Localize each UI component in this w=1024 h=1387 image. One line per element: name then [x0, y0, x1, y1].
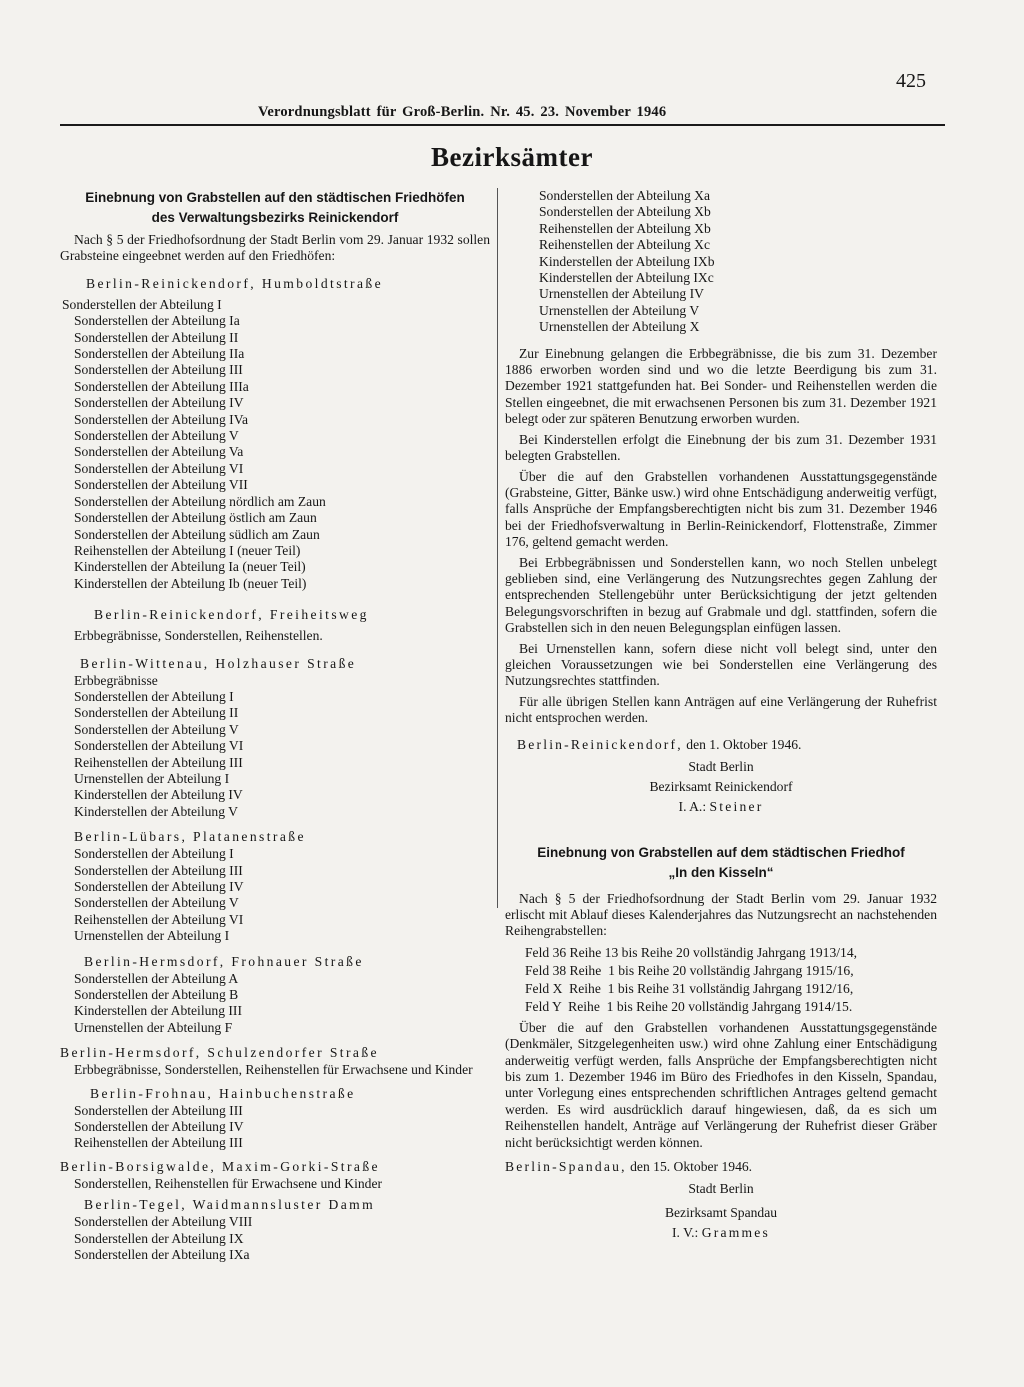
page-number: 425 — [896, 70, 926, 92]
place: Berlin-Spandau, — [505, 1159, 627, 1175]
list-item: Sonderstellen der Abteilung V — [74, 428, 239, 444]
list-item: Sonderstellen der Abteilung VI — [74, 460, 244, 476]
list-item: Sonderstellen der Abteilung III — [74, 1102, 243, 1118]
list-item: Sonderstellen der Abteilung IVa — [74, 411, 249, 427]
signature-city: Stadt Berlin — [688, 758, 754, 774]
signature-line — [505, 797, 937, 817]
notice1-paragraph: Über die auf den Grabstellen vorhandenen Ausstattungsgegenstände (Grabsteine, Gitter, Bänke usw.) wird ohne Entschädigung anderweitig verfügt, falls Ansprüche der Empfangsberechtigten nicht bis zum 31. Dezember 1946 bei der Friedhofsverwaltung in Berlin-Reinickendorf, Flottenstraße, Zimmer 176, geltend gemacht werden. — [505, 468, 937, 550]
signature-office: Bezirksamt Spandau — [664, 1205, 778, 1221]
cemetery-name: Berlin-Lübars, Platanenstraße — [74, 829, 306, 845]
cemetery-name: Berlin-Hermsdorf, Schulzendorfer Straße — [60, 1045, 379, 1061]
field-entry: Feld Y Reihe 1 bis Reihe 20 vollständig Jahrgang 1914/15. — [525, 998, 853, 1014]
list-item: Sonderstellen der Abteilung VI — [74, 738, 244, 754]
signature-name: Grammes — [701, 1225, 770, 1241]
header-rule — [60, 124, 945, 126]
cemetery-name: Berlin-Wittenau, Holzhauser Straße — [80, 655, 357, 671]
date: den 1. Oktober 1946. — [686, 736, 802, 752]
list-item: Sonderstellen der Abteilung Xb — [539, 204, 711, 220]
list-item: Sonderstellen der Abteilung IIIa — [74, 378, 249, 394]
signature-line — [505, 1223, 937, 1243]
list-item: Reihenstellen der Abteilung VI — [74, 911, 244, 927]
notice1-paragraphs — [505, 346, 937, 727]
signature-name: Steiner — [709, 798, 764, 814]
field-entry: Feld X Reihe 1 bis Reihe 31 vollständig Jahrgang 1912/16, — [525, 980, 854, 996]
notice1-paragraph: Bei Erbbegräbnissen und Sonderstellen kann, wo noch Stellen unbelegt geblieben sind, eine Verlängerung des Nutzungsrechtes gegen Zahlung der entsprechenden Stellengebühr unter Berücksichtigung der jetzt geltenden Belegungsvorschriften in bezug auf Grabmale und dgl. stattfinden, sofern die Grabstellen sich in den neuen Belegungsplan einfügen lassen. — [505, 554, 937, 636]
notice2-intro: Nach § 5 der Friedhofsordnung der Stadt Berlin vom 29. Januar 1932 erlischt mit Ablauf dieses Kalenderjahres das Nutzungsrecht an nachstehenden Reihengrabstellen: — [505, 890, 937, 939]
notice2-place-date — [505, 1159, 937, 1175]
list-item: Kinderstellen der Abteilung Ib (neuer Teil) — [74, 575, 307, 591]
cemetery-list — [60, 1214, 490, 1263]
signature-prefix: I. A.: — [678, 798, 707, 814]
list-item: Kinderstellen der Abteilung III — [74, 1003, 242, 1019]
list-item: Sonderstellen der Abteilung VIII — [74, 1214, 253, 1230]
continued-list — [505, 188, 937, 336]
list-item: Sonderstellen der Abteilung Va — [74, 444, 244, 460]
notice1-paragraph: Zur Einebnung gelangen die Erbbegräbnisse, die bis zum 31. Dezember 1886 erworben worden sind und wo die letzte Beerdigung bis zum 31. Dezember 1921 stattgefunden hat. Bei Sonder- und Reihenstellen werden die Stellen eingeebnet, die mit erwachsenen Personen bis zum 31. Dezember 1921 belegt oder zur späteren Benutzung erworben wurden. — [505, 345, 937, 427]
signature-office: Bezirksamt Reinickendorf — [649, 778, 793, 794]
list-item: Sonderstellen der Abteilung nördlich am Zaun — [74, 493, 326, 509]
cemetery-name: Berlin-Reinickendorf, Freiheitsweg — [94, 607, 369, 623]
list-item: Sonderstellen der Abteilung IX — [74, 1230, 244, 1246]
list-item: Sonderstellen der Abteilung Xa — [539, 188, 711, 203]
notice2-paragraph: Über die auf den Grabstellen vorhandenen Ausstattungsgegenstände (Denkmäler, Sitzgelegenheiten usw.) wird ohne Zahlung einer Entschädigung anderweitig verfügt werden, falls Ansprüche der Empfangsberechtigten nicht bis zum 1. Dezember 1946 im Büro des Friedhofes in den Kisseln, Spandau, unter Vorlegung eines entsprechenden schriftlichen Antrages geltend gemacht werden. Es wird ausdrücklich darauf hingewiesen, daß, da es sich um Reihenstellen handelt, Anträge auf Verlängerung der Ruhefrist dieser Gräber nicht berücksichtigt werden können. — [505, 1019, 937, 1150]
left-column — [60, 188, 490, 1264]
list-item: Reihenstellen der Abteilung Xc — [539, 237, 711, 253]
notice1-heading-line2: des Verwaltungsbezirks Reinickendorf — [151, 210, 399, 225]
cemetery-name: Berlin-Frohnau, Hainbuchenstraße — [90, 1085, 356, 1101]
section-title: Bezirksämter — [431, 142, 593, 172]
right-column — [505, 188, 937, 1243]
notice2-heading — [505, 843, 937, 883]
list-item: Sonderstellen der Abteilung IIa — [74, 346, 245, 362]
list-item: Urnenstellen der Abteilung IV — [539, 286, 704, 302]
cemetery-text: Sonderstellen, Reihenstellen für Erwachsene und Kinder — [74, 1175, 383, 1191]
list-item: Urnenstellen der Abteilung I — [74, 928, 230, 944]
list-item: Reihenstellen der Abteilung Xb — [539, 220, 711, 236]
list-item: Sonderstellen der Abteilung A — [74, 970, 239, 986]
list-item: Sonderstellen der Abteilung B — [74, 987, 239, 1003]
list-item: Sonderstellen der Abteilung Ia — [74, 313, 240, 329]
list-item: Erbbegräbnisse — [74, 672, 158, 688]
list-item: Urnenstellen der Abteilung F — [74, 1019, 233, 1035]
column-divider — [497, 188, 498, 908]
field-entry: Feld 38 Reihe 1 bis Reihe 20 vollständig Jahrgang 1915/16, — [525, 962, 854, 978]
cemetery-list — [60, 971, 490, 1037]
list-item: Kinderstellen der Abteilung V — [74, 803, 238, 819]
notice1-place-date — [505, 737, 937, 753]
list-item: Sonderstellen der Abteilung südlich am Zaun — [74, 526, 320, 542]
signature-prefix: I. V.: — [672, 1225, 699, 1241]
list-item: Sonderstellen der Abteilung II — [74, 329, 239, 345]
list-item: Sonderstellen der Abteilung VII — [74, 477, 248, 493]
list-item: Kinderstellen der Abteilung IV — [74, 787, 243, 803]
list-item: Sonderstellen der Abteilung V — [74, 895, 239, 911]
list-item: Reihenstellen der Abteilung I (neuer Teil) — [74, 542, 301, 558]
cemetery-list — [60, 313, 490, 592]
notice2-heading-line2: „In den Kisseln“ — [668, 864, 774, 880]
cemetery-list — [60, 846, 490, 944]
list-item: Reihenstellen der Abteilung III — [74, 754, 243, 770]
date: den 15. Oktober 1946. — [630, 1159, 753, 1175]
running-header: Verordnungsblatt für Groß-Berlin. Nr. 45. 23. November 1946 — [258, 104, 667, 120]
list-item: Sonderstellen der Abteilung IV — [74, 1119, 244, 1135]
list-item: Sonderstellen der Abteilung II — [74, 705, 239, 721]
notice1-intro: Nach § 5 der Friedhofsordnung der Stadt Berlin vom 29. Januar 1932 sollen Grabsteine eingeebnet werden auf den Friedhöfen: — [60, 232, 490, 264]
notice1-heading-line1: Einebnung von Grabstellen auf den städtischen Friedhöfen — [85, 190, 465, 205]
list-item: Kinderstellen der Abteilung IXc — [539, 270, 714, 286]
cemetery-list — [60, 673, 490, 821]
notice1-heading — [60, 188, 490, 228]
list-item: Sonderstellen der Abteilung IV — [74, 395, 244, 411]
cemetery-name: Berlin-Borsigwalde, Maxim-Gorki-Straße — [60, 1158, 380, 1174]
list-item: Sonderstellen der Abteilung I — [62, 296, 222, 312]
field-list — [505, 944, 937, 1016]
list-item: Reihenstellen der Abteilung III — [74, 1135, 243, 1151]
list-item: Sonderstellen der Abteilung III — [74, 362, 243, 378]
cemetery-name: Berlin-Hermsdorf, Frohnauer Straße — [84, 953, 364, 969]
cemetery-text: Erbbegräbnisse, Sonderstellen, Reihenstellen. — [74, 628, 323, 644]
list-item: Urnenstellen der Abteilung X — [539, 319, 700, 335]
cemetery-list — [60, 297, 490, 313]
list-item: Sonderstellen der Abteilung III — [74, 862, 243, 878]
field-entry: Feld 36 Reihe 13 bis Reihe 20 vollständig Jahrgang 1913/14, — [525, 944, 858, 960]
notice1-paragraph: Bei Kinderstellen erfolgt die Einebnung der bis zum 31. Dezember 1931 belegten Grabstellen. — [505, 431, 937, 464]
signature-city: Stadt Berlin — [688, 1181, 754, 1197]
list-item: Sonderstellen der Abteilung I — [74, 846, 234, 862]
list-item: Urnenstellen der Abteilung V — [539, 302, 700, 318]
cemetery-list — [60, 1103, 490, 1152]
cemetery-name: Berlin-Reinickendorf, Humboldtstraße — [86, 275, 384, 291]
list-item: Sonderstellen der Abteilung IXa — [74, 1247, 250, 1263]
cemetery-name: Berlin-Tegel, Waidmannsluster Damm — [84, 1197, 376, 1213]
list-item: Sonderstellen der Abteilung I — [74, 688, 234, 704]
list-item: Urnenstellen der Abteilung I — [74, 770, 230, 786]
cemetery-text: Erbbegräbnisse, Sonderstellen, Reihenstellen für Erwachsene und Kinder — [74, 1062, 473, 1078]
notice2-heading-line1: Einebnung von Grabstellen auf dem städtischen Friedhof — [537, 844, 905, 860]
list-item: Kinderstellen der Abteilung Ia (neuer Teil) — [74, 559, 306, 575]
notice1-paragraph: Bei Urnenstellen kann, sofern diese nicht voll belegt sind, unter den gleichen Voraussetzungen wie bei Sonderstellen eine Verlängerung des Nutzungsrechtes stattfinden. — [505, 640, 937, 689]
place: Berlin-Reinickendorf, — [517, 736, 683, 752]
notice1-paragraph: Für alle übrigen Stellen kann Anträgen auf eine Verlängerung der Ruhefrist nicht entsprochen werden. — [505, 693, 937, 726]
list-item: Sonderstellen der Abteilung IV — [74, 879, 244, 894]
list-item: Sonderstellen der Abteilung östlich am Zaun — [74, 510, 317, 526]
list-item: Sonderstellen der Abteilung V — [74, 721, 239, 737]
list-item: Kinderstellen der Abteilung IXb — [539, 253, 715, 269]
